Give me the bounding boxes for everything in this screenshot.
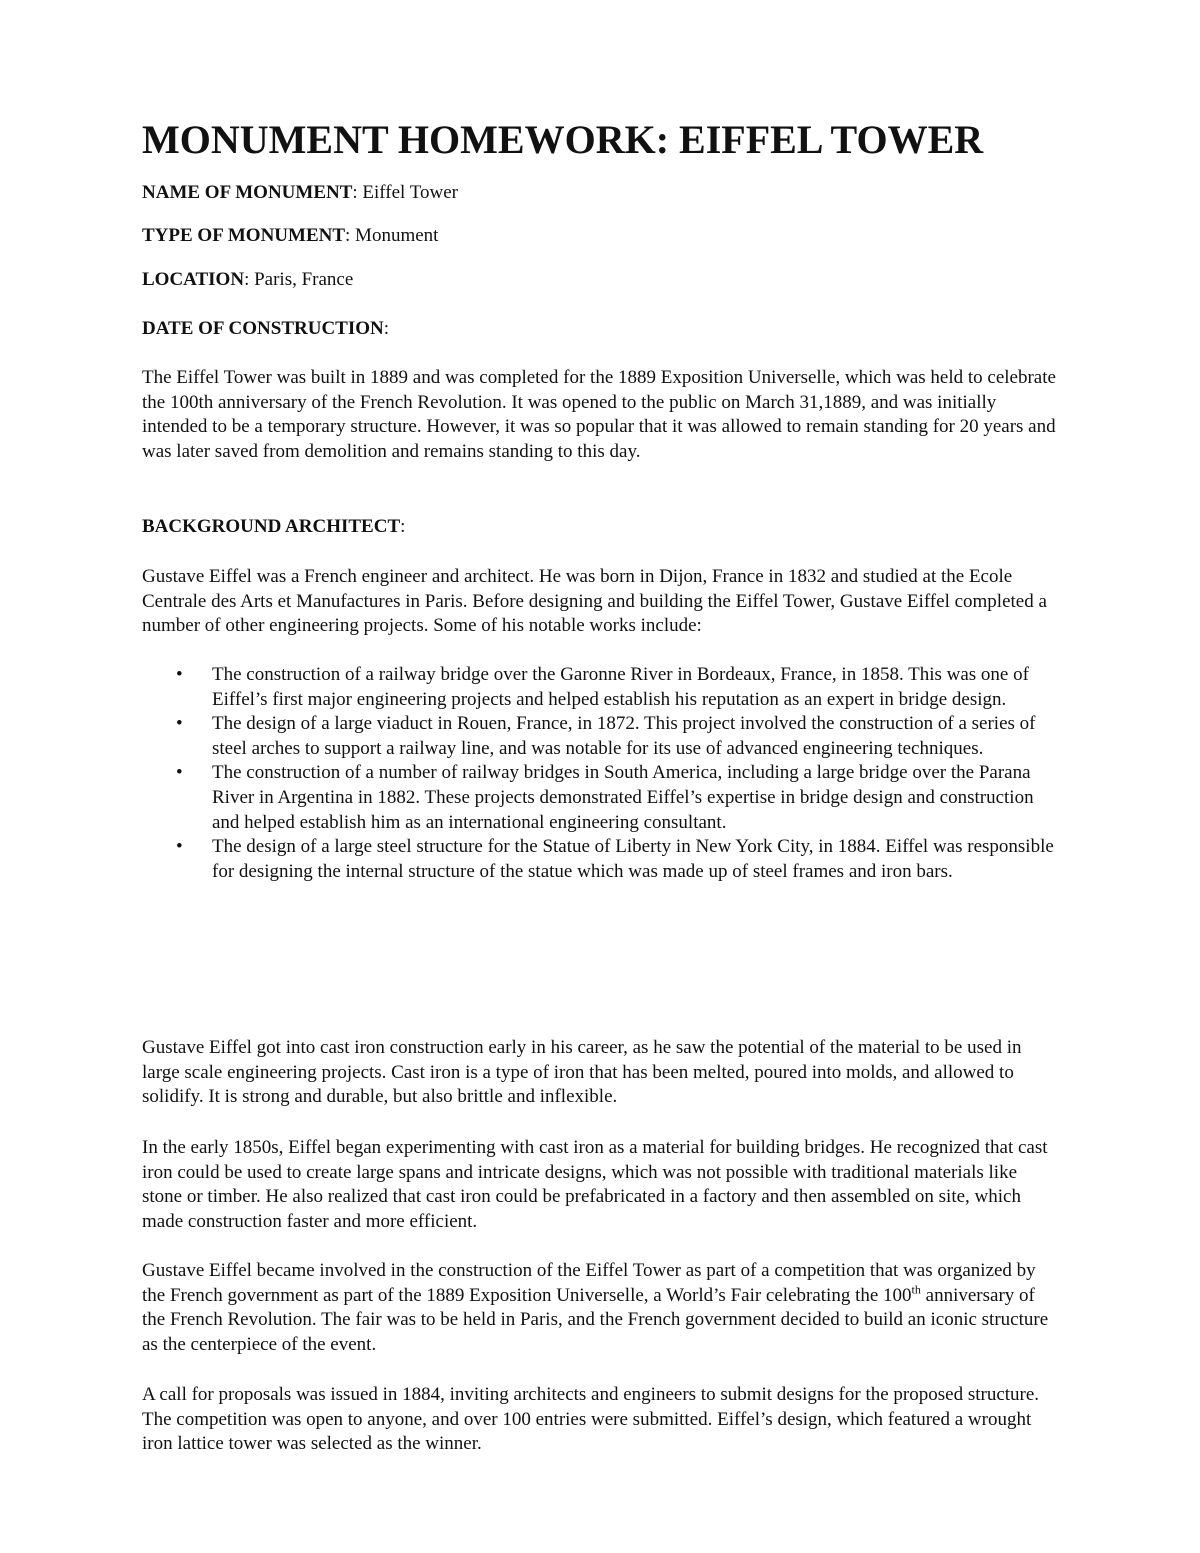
competition-paragraph [142, 1259, 1060, 1357]
notable-works-list [142, 663, 1060, 884]
bullet-icon: • [176, 664, 183, 685]
background-architect-label: BACKGROUND ARCHITECT [142, 516, 401, 537]
list-item-text: The design of a large viaduct in Rouen, France, in 1872. This project involved the construction of a series of steel arches to support a railway line, and was notable for its use of advanced engineering techniques. [212, 713, 1036, 759]
location-field [142, 268, 353, 292]
ordinal-superscript: th [911, 1282, 921, 1297]
date-of-construction-field [142, 317, 389, 341]
list-item-text: The construction of a number of railway bridges in South America, including a large bridge over the Parana River in Argentina in 1882. These projects demonstrated Eiffel’s expertise in bridge design and construction and helped establish him as an international engineering consultant. [212, 762, 1034, 833]
type-of-monument-label: TYPE OF MONUMENT [142, 225, 346, 246]
list-item [142, 761, 1060, 835]
location-value: : Paris, France [244, 269, 354, 290]
type-of-monument-value: : Monument [345, 225, 439, 246]
architect-paragraph: Gustave Eiffel was a French engineer and architect. He was born in Dijon, France in 1832 and studied at the Ecole Centrale des Arts et Manufactures in Paris. Before designing and building the Eiffel Tower, Gustave Eiffel completed a number of other engineering projects. Some of his notable works include: [142, 566, 1047, 637]
competition-text-end: anniversary of the French Revolution. The fair was to be held in Paris, and the French government decided to build an iconic structure as the centerpiece of the event. [142, 1284, 1049, 1355]
competition-text-start: Gustave Eiffel became involved in the construction of the Eiffel Tower as part of a competition that was organized by the French government as part of the 1889 Exposition Universelle, a World’s Fair celebrating the 100 [142, 1260, 1036, 1306]
construction-paragraph: The Eiffel Tower was built in 1889 and was completed for the 1889 Exposition Universelle, which was held to celebrate the 100th anniversary of the French Revolution. It was opened to the public on March 31,1889, and was initially intended to be a temporary structure. However, it was so popular that it was allowed to remain standing for 20 years and was later saved from demolition and remains standing to this day. [142, 367, 1056, 462]
list-item [142, 663, 1060, 712]
list-item-text: The construction of a railway bridge over the Garonne River in Bordeaux, France, in 1858. This was one of Eiffel’s first major engineering projects and helped establish his reputation as an expert in bridge design. [212, 664, 1029, 710]
cast-iron-paragraph: Gustave Eiffel got into cast iron construction early in his career, as he saw the potential of the material to be used in large scale engineering projects. Cast iron is a type of iron that has been melted, poured into molds, and allowed to solidify. It is strong and durable, but also brittle and inflexible. [142, 1037, 1022, 1108]
proposals-paragraph: A call for proposals was issued in 1884, inviting architects and engineers to submit designs for the proposed structure. The competition was open to anyone, and over 100 entries were submitted. Eiffel’s design, which featured a wrought iron lattice tower was selected as the winner. [142, 1384, 1040, 1455]
name-of-monument-value: : Eiffel Tower [352, 182, 458, 203]
location-label: LOCATION [142, 269, 245, 290]
date-of-construction-colon: : [383, 318, 390, 339]
bullet-icon: • [176, 713, 183, 735]
document-title: MONUMENT HOMEWORK: EIFFEL TOWER [142, 117, 984, 162]
early-1850s-paragraph: In the early 1850s, Eiffel began experimenting with cast iron as a material for building bridges. He recognized that cast iron could be used to create large spans and intricate designs, which was not possible with traditional materials like stone or timber. He also realized that cast iron could be prefabricated in a factory and then assembled on site, which made construction faster and more efficient. [142, 1137, 1048, 1232]
date-of-construction-label: DATE OF CONSTRUCTION [142, 318, 384, 339]
list-item [142, 712, 1060, 761]
background-architect-colon: : [400, 516, 406, 537]
bullet-icon: • [176, 762, 183, 784]
name-of-monument-label: NAME OF MONUMENT [142, 182, 353, 203]
bullet-icon: • [176, 836, 183, 858]
type-of-monument-field [142, 224, 438, 248]
name-of-monument-field [142, 181, 458, 205]
background-architect-field [142, 515, 405, 539]
list-item-text: The design of a large steel structure for the Statue of Liberty in New York City, in 1884. Eiffel was responsible for designing the internal structure of the statue which was made up of steel frames and iron bars. [212, 836, 1054, 882]
list-item [142, 835, 1060, 884]
